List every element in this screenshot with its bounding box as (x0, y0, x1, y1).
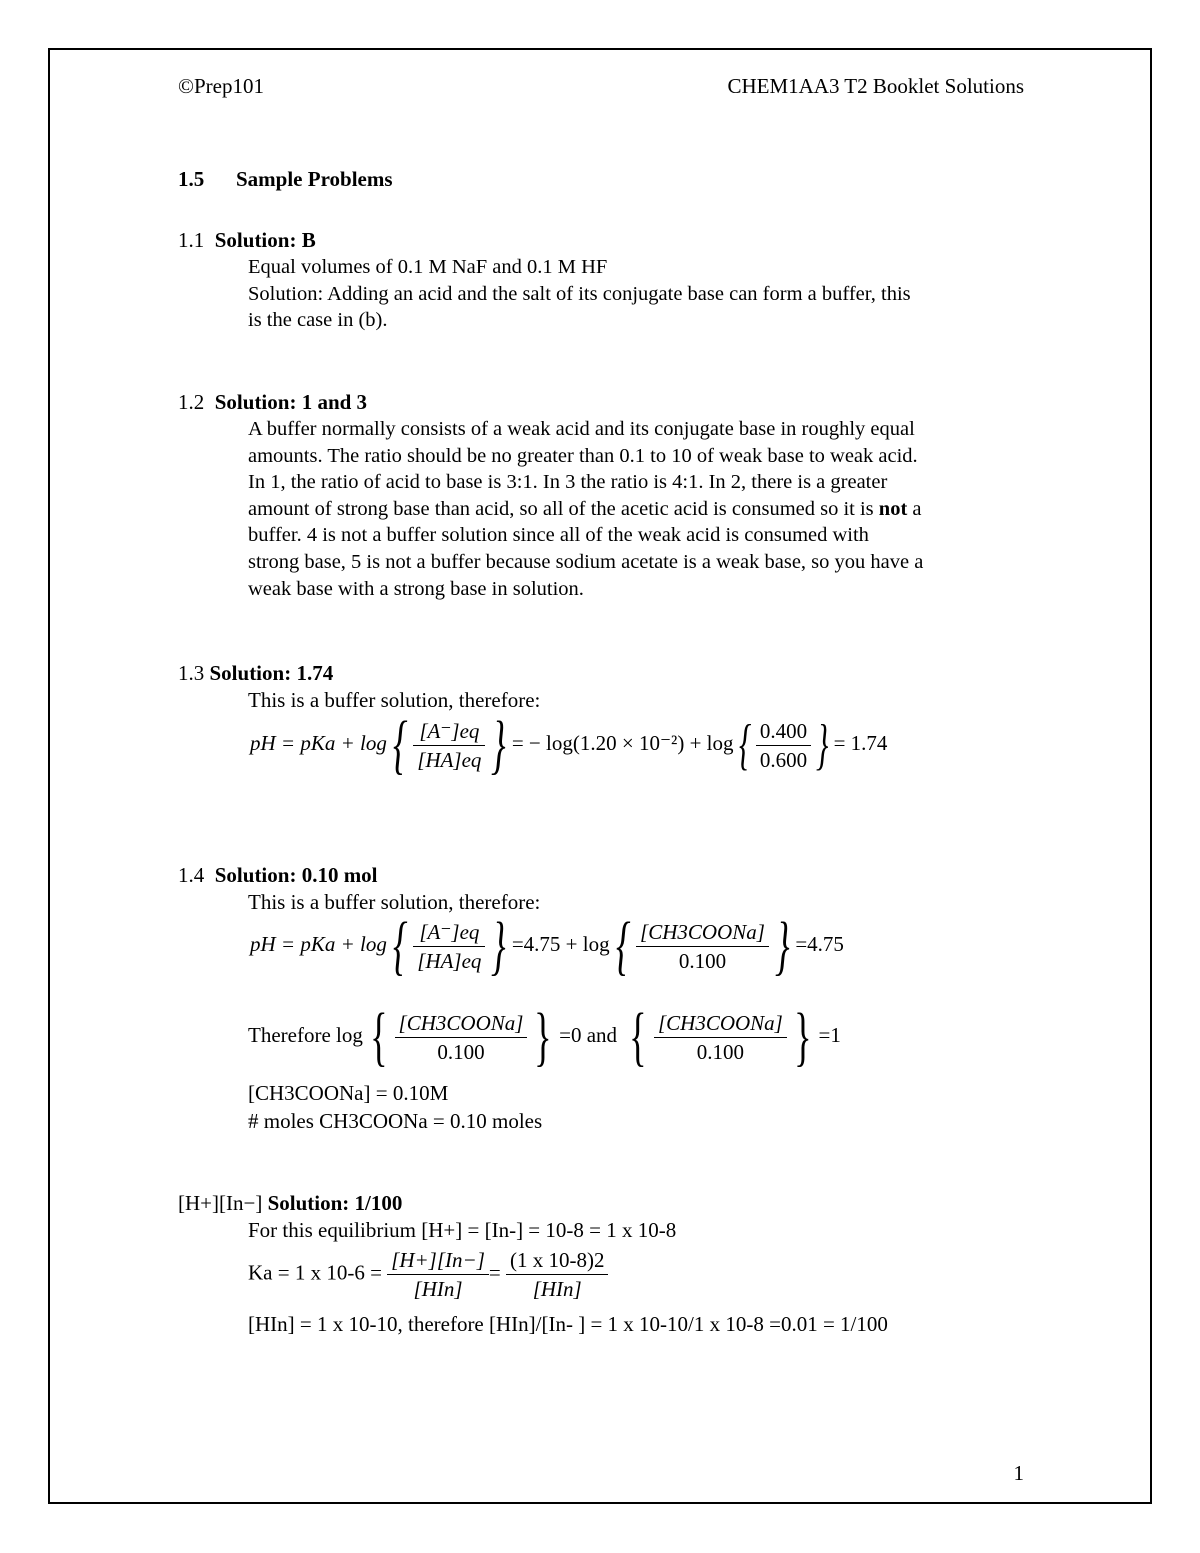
eq-result: = 1.74 (833, 730, 888, 755)
problem-label: Solution: 1 and 3 (214, 390, 368, 414)
numerator: 0.400 (756, 717, 811, 746)
denominator: [HIn] (532, 1277, 582, 1301)
equation-1-4-b (248, 1000, 841, 1073)
text-line: buffer. 4 is not a buffer solution since all of the weak acid is consumed with (248, 524, 869, 547)
problem-number: 1.1 (178, 228, 205, 252)
denominator: 0.100 (437, 1039, 485, 1064)
problem-1-1-body (248, 254, 1038, 334)
problem-label: Solution: 1/100 (267, 1191, 403, 1215)
numerator: [CH3COONa] (395, 1009, 528, 1038)
numerator: (1 x 10-8)2 (506, 1246, 608, 1275)
problem-label: Solution: 0.10 mol (214, 863, 378, 887)
equation-1-4-a (250, 909, 844, 982)
numerator: [H+][In−] (387, 1246, 489, 1275)
denominator: 0.100 (678, 948, 727, 973)
section-title (178, 167, 393, 192)
fraction (413, 717, 485, 774)
problem-1-4-title (178, 863, 378, 888)
eq-pre: Ka = 1 x 10-6 = (248, 1260, 382, 1285)
equation-1-3 (250, 708, 888, 781)
problem-label: Solution: 1.74 (209, 661, 334, 685)
fraction (636, 918, 769, 975)
text-line: Solution: Adding an acid and the salt of its conjugate base can form a buffer, this (248, 282, 911, 305)
problem-1-1-title (178, 228, 316, 253)
problem-1-5-line-3: [HIn] = 1 x 10-10, therefore [HIn]/[In- ] = 1 x 10-10/1 x 10-8 =0.01 = 1/100 (248, 1312, 888, 1336)
problem-number: 1.3 (178, 661, 205, 685)
problem-1-4-intro: This is a buffer solution, therefore: (248, 890, 541, 914)
problem-1-5-line-1: For this equilibrium [H+] = [In-] = 10-8 = 1 x 10-8 (248, 1218, 677, 1242)
eq-pre: Therefore log (248, 1022, 363, 1047)
left-brace: { (392, 708, 408, 781)
left-brace: { (615, 909, 631, 982)
fraction (413, 918, 485, 975)
problem-number: 1.4 (178, 863, 205, 887)
section-number: 1.5 (178, 167, 205, 191)
problem-1-4-line-2: # moles CH3COONa = 0.10 moles (248, 1109, 543, 1133)
left-brace: { (738, 714, 751, 776)
numerator: [CH3COONa] (654, 1009, 787, 1038)
problem-1-5-title (178, 1191, 402, 1216)
numerator: [CH3COONa] (636, 918, 769, 947)
fraction (756, 717, 811, 774)
left-brace: { (392, 909, 408, 982)
numerator: [A⁻]eq (413, 918, 485, 947)
eq-mid: =0 and (559, 1022, 618, 1047)
right-brace: } (816, 714, 829, 776)
problem-1-2-body (248, 416, 1038, 602)
header-left: ©Prep101 (178, 74, 264, 98)
problem-number: [H+][In−] (178, 1191, 263, 1215)
text-line: In 1, the ratio of acid to base is 3:1. In 3 the ratio is 4:1. In 2, there is a greater (248, 471, 888, 494)
text-line: A buffer normally consists of a weak acid and its conjugate base in roughly equal (248, 418, 915, 440)
left-brace: { (369, 1000, 388, 1073)
problem-number: 1.2 (178, 390, 205, 414)
section-title-text: Sample Problems (236, 167, 393, 191)
denominator: [HIn] (413, 1277, 463, 1301)
right-brace: } (491, 708, 506, 781)
problem-1-3-title (178, 661, 333, 686)
text-line: weak base with a strong base in solution. (248, 577, 584, 600)
eq-mid: = (488, 1260, 501, 1285)
text-line: strong base, 5 is not a buffer because sodium acetate is a weak base, so you have a (248, 550, 924, 573)
problem-1-2-title (178, 390, 367, 415)
text-line: amounts. The ratio should be no greater than 0.1 to 10 of weak base to weak acid. (248, 444, 918, 467)
text-line: is the case in (b). (248, 309, 388, 332)
eq-lhs: pH = pKa + log (250, 931, 387, 956)
eq-result: =4.75 (795, 931, 844, 956)
denominator: 0.600 (759, 747, 808, 772)
numerator: [A⁻]eq (413, 717, 485, 746)
text-fragment: a (907, 497, 922, 520)
eq-result: =1 (818, 1022, 841, 1047)
denominator: [HA]eq (417, 948, 482, 973)
fraction (387, 1246, 489, 1303)
problem-label: Solution: B (214, 228, 316, 252)
fraction (654, 1009, 787, 1066)
text-line (248, 496, 1038, 523)
denominator: 0.100 (696, 1039, 745, 1064)
fraction (506, 1246, 608, 1303)
right-brace: } (774, 909, 790, 982)
problem-1-3-intro: This is a buffer solution, therefore: (248, 688, 541, 712)
left-brace: { (629, 1000, 647, 1073)
text-fragment: amount of strong base than acid, so all of the acetic acid is consumed so it is (248, 497, 879, 520)
bold-not: not (878, 497, 908, 520)
denominator: [HA]eq (417, 747, 482, 772)
text-line: Equal volumes of 0.1 M NaF and 0.1 M HF (248, 256, 608, 278)
equation-1-5 (248, 1246, 608, 1303)
fraction (395, 1009, 528, 1066)
eq-mid: = − log(1.20 × 10⁻²) + log (511, 730, 734, 755)
eq-mid: =4.75 + log (511, 931, 610, 956)
right-brace: } (793, 1000, 812, 1073)
problem-1-4-line-1: [CH3COONa] = 0.10M (248, 1081, 449, 1105)
right-brace: } (491, 909, 506, 982)
header-right: CHEM1AA3 T2 Booklet Solutions (727, 74, 1024, 98)
eq-lhs: pH = pKa + log (250, 730, 387, 755)
page-number: 1 (1013, 1461, 1024, 1485)
right-brace: } (534, 1000, 552, 1073)
